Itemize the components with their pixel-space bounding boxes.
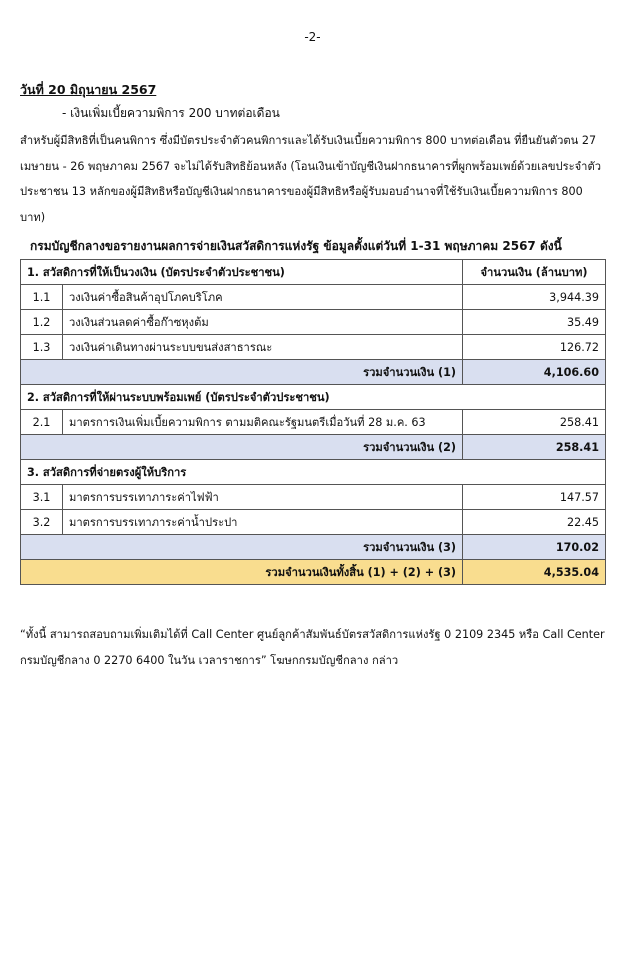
subtotal-row [21, 360, 606, 385]
row-amount: 126.72 [463, 335, 606, 360]
bullet-item: - เงินเพิ่มเบี้ยความพิการ 200 บาทต่อเดือน [62, 106, 280, 120]
row-number: 1.2 [21, 310, 63, 335]
section-title: 3. สวัสดิการที่จ่ายตรงผู้ให้บริการ [21, 460, 606, 485]
subtotal-amount: 170.02 [463, 535, 606, 560]
row-number: 2.1 [21, 410, 63, 435]
row-amount: 258.41 [463, 410, 606, 435]
row-label: มาตรการเงินเพิ่มเบี้ยความพิการ ตามมติคณะรัฐมนตรีเมื่อวันที่ 28 ม.ค. 63 [63, 410, 463, 435]
row-label: มาตรการบรรเทาภาระค่าน้ำประปา [63, 510, 463, 535]
subtotal-row [21, 435, 606, 460]
table-row [21, 310, 606, 335]
section-title: 2. สวัสดิการที่ให้ผ่านระบบพร้อมเพย์ (บัตรประจำตัวประชาชน) [21, 385, 606, 410]
subtotal-label: รวมจำนวนเงิน (3) [21, 535, 463, 560]
section-title: 1. สวัสดิการที่ให้เป็นวงเงิน (บัตรประจำตัวประชาชน) [21, 260, 463, 285]
row-label: วงเงินส่วนลดค่าซื้อก๊าซหุงต้ม [63, 310, 463, 335]
eligibility-paragraph: สำหรับผู้มีสิทธิที่เป็นคนพิการ ซึ่งมีบัตรประจำตัวคนพิการและได้รับเงินเบี้ยความพิการ 800 บาทต่อเดือน ที่ยืนยันตัวตน 27 เมษายน - 26 พฤษภาคม 2567 จะไม่ได้รับสิทธิย้อนหลัง (โอนเงินเข้าบัญชีเงินฝากธนาคารที่ผูกพร้อมเพย์ด้วยเลขประจำตัวประชาชน 13 หลักของผู้มีสิทธิหรือบัญชีเงินฝากธนาคารของผู้มีสิทธิหรือผู้รับมอบอำนาจที่ใช้รับเงินเบี้ยความพิการ 800 บาท) [20, 134, 601, 224]
section-header-row [21, 460, 606, 485]
grand-total-row [21, 560, 606, 585]
row-amount: 3,944.39 [463, 285, 606, 310]
row-amount: 147.57 [463, 485, 606, 510]
table-row [21, 335, 606, 360]
subtotal-row [21, 535, 606, 560]
row-label: มาตรการบรรเทาภาระค่าไฟฟ้า [63, 485, 463, 510]
subtotal-amount: 4,106.60 [463, 360, 606, 385]
row-number: 1.1 [21, 285, 63, 310]
row-number: 3.2 [21, 510, 63, 535]
subtotal-amount: 258.41 [463, 435, 606, 460]
amount-column-header: จำนวนเงิน (ล้านบาท) [463, 260, 606, 285]
row-label: วงเงินค่าเดินทางผ่านระบบขนส่งสาธารณะ [63, 335, 463, 360]
date-heading: วันที่ 20 มิถุนายน 2567 [20, 82, 157, 97]
page-number: -2- [304, 30, 321, 44]
grand-total-label: รวมจำนวนเงินทั้งสิ้น (1) + (2) + (3) [21, 560, 463, 585]
row-amount: 35.49 [463, 310, 606, 335]
row-number: 3.1 [21, 485, 63, 510]
section-header-row [21, 385, 606, 410]
section-header-row [21, 260, 606, 285]
subtotal-label: รวมจำนวนเงิน (1) [21, 360, 463, 385]
table-row [21, 510, 606, 535]
closing-paragraph: “ทั้งนี้ สามารถสอบถามเพิ่มเติมได้ที่ Call Center ศูนย์ลูกค้าสัมพันธ์บัตรสวัสดิการแห่งรัฐ 0 2109 2345 หรือ Call Center กรมบัญชีกลาง 0 2270 6400 ในวัน เวลาราชการ” โฆษกกรมบัญชีกลาง กล่าว [20, 628, 605, 667]
row-amount: 22.45 [463, 510, 606, 535]
row-number: 1.3 [21, 335, 63, 360]
table-row [21, 485, 606, 510]
table-row [21, 410, 606, 435]
grand-total-amount: 4,535.04 [463, 560, 606, 585]
table-title: กรมบัญชีกลางขอรายงานผลการจ่ายเงินสวัสดิการแห่งรัฐ ข้อมูลตั้งแต่วันที่ 1-31 พฤษภาคม 2567 ดังนี้ [30, 239, 562, 253]
row-label: วงเงินค่าซื้อสินค้าอุปโภคบริโภค [63, 285, 463, 310]
table-row [21, 285, 606, 310]
subtotal-label: รวมจำนวนเงิน (2) [21, 435, 463, 460]
welfare-payment-table [20, 259, 606, 585]
